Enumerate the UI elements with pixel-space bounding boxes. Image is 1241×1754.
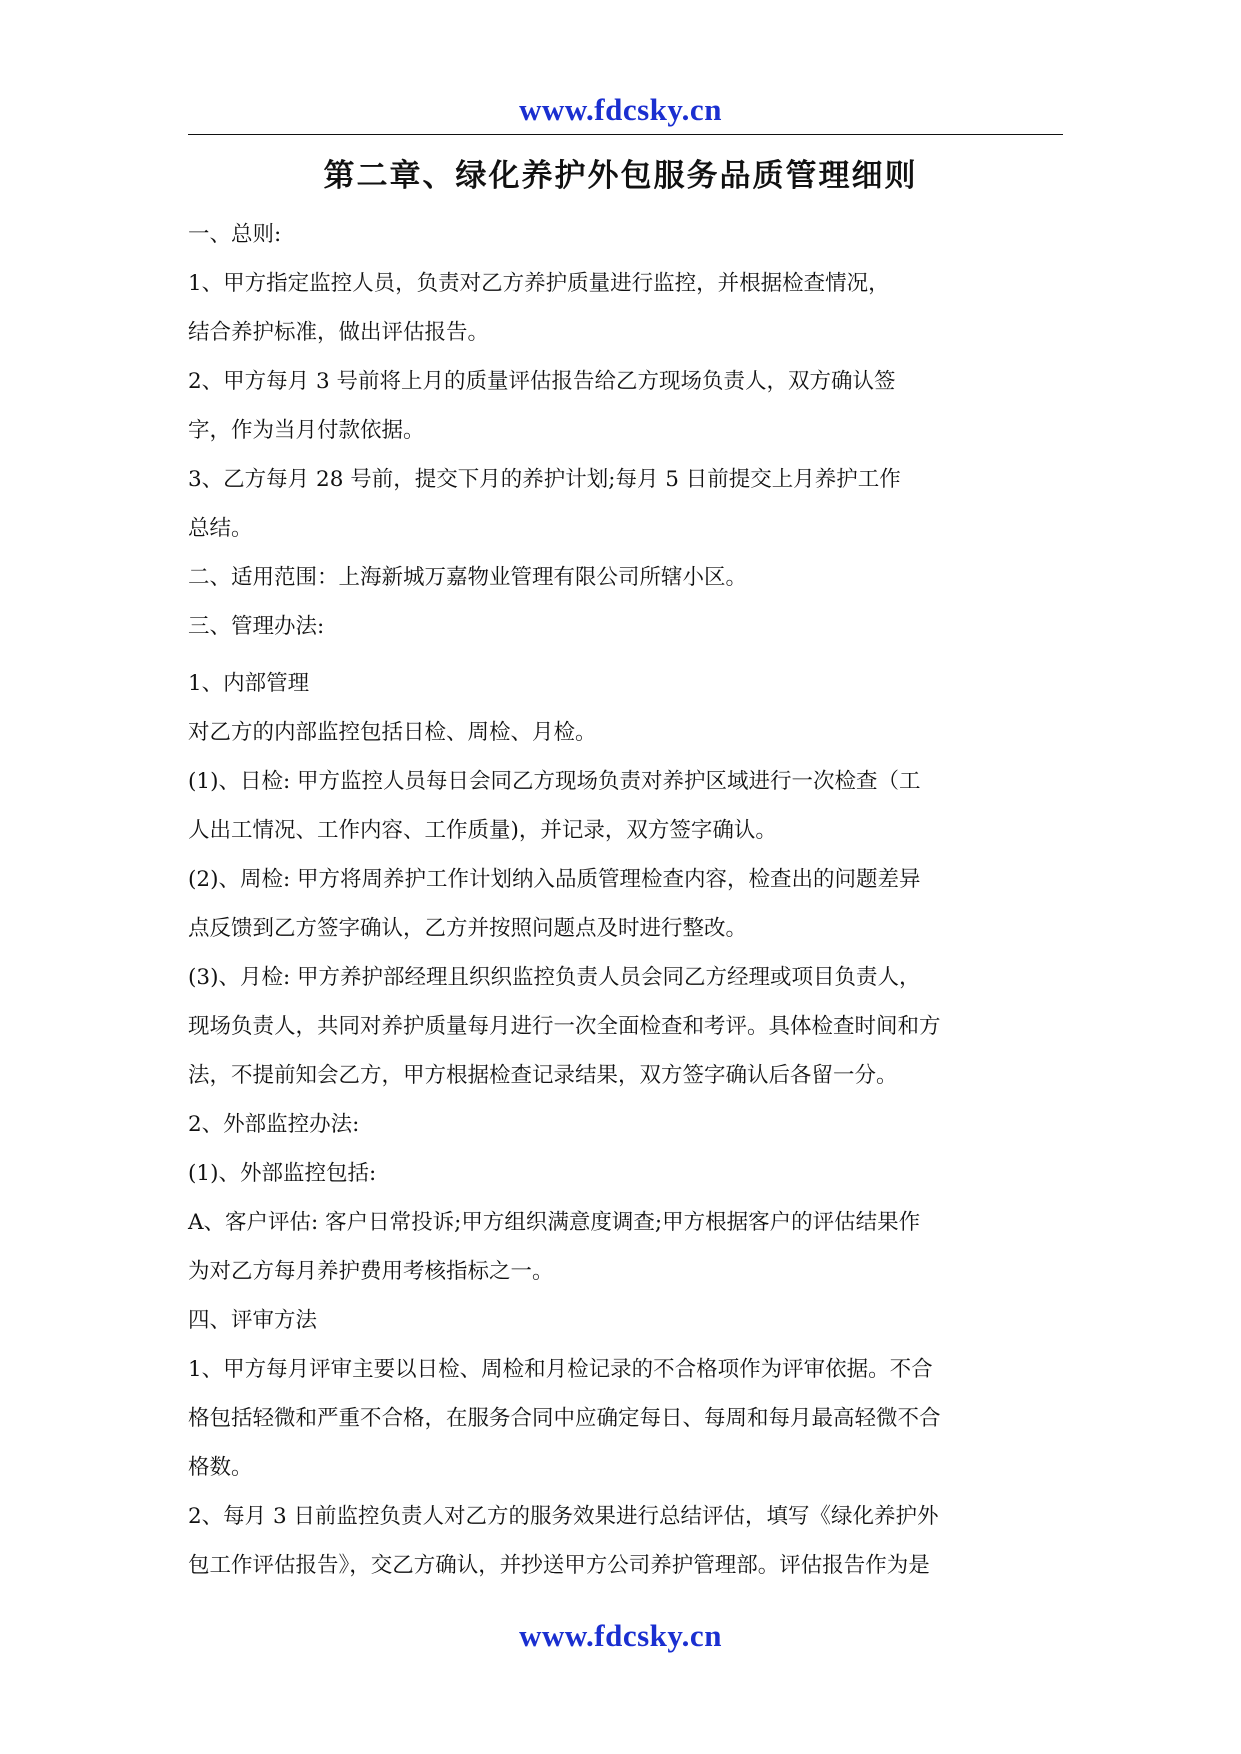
document-body	[188, 210, 1063, 1590]
paragraph-line: (2)、周检: 甲方将周养护工作计划纳入品质管理检查内容，检查出的问题差异	[188, 867, 921, 892]
paragraph-line: 人出工情况、工作内容、工作质量)，并记录，双方签字确认。	[188, 818, 777, 843]
paragraph-line: 字，作为当月付款依据。	[188, 418, 425, 443]
paragraph-line: (1)、外部监控包括:	[188, 1161, 377, 1186]
paragraph-line: A、客户评估: 客户日常投诉;甲方组织满意度调查;甲方根据客户的评估结果作	[188, 1210, 921, 1235]
paragraph-line: 格数。	[188, 1455, 253, 1480]
paragraph-line: 现场负责人，共同对养护质量每月进行一次全面检查和考评。具体检查时间和方	[188, 1014, 941, 1039]
paragraph-line: 对乙方的内部监控包括日检、周检、月检。	[188, 720, 597, 745]
paragraph-line: 1、甲方每月评审主要以日检、周检和月检记录的不合格项作为评审依据。不合	[188, 1357, 933, 1382]
paragraph-line: 结合养护标准，做出评估报告。	[188, 320, 490, 345]
paragraph-line: (1)、日检: 甲方监控人员每日会同乙方现场负责对养护区域进行一次检查（工	[188, 769, 921, 794]
section-heading-scope: 二、适用范围：上海新城万嘉物业管理有限公司所辖小区。	[188, 565, 748, 590]
subsection-heading-internal: 1、内部管理	[188, 671, 310, 696]
document-title: 第二章、绿化养护外包服务品质管理细则	[323, 158, 918, 194]
paragraph-line: 格包括轻微和严重不合格，在服务合同中应确定每日、每周和每月最高轻微不合	[188, 1406, 941, 1431]
section-heading-management: 三、管理办法:	[188, 614, 325, 639]
paragraph-line: 包工作评估报告》，交乙方确认，并抄送甲方公司养护管理部。评估报告作为是	[188, 1553, 930, 1578]
paragraph-line: 2、甲方每月 3 号前将上月的质量评估报告给乙方现场负责人，双方确认签	[188, 369, 896, 394]
subsection-heading-external: 2、外部监控办法:	[188, 1112, 360, 1137]
paragraph-line: (3)、月检: 甲方养护部经理且织织监控负责人员会同乙方经理或项目负责人，	[188, 965, 921, 990]
paragraph-line: 为对乙方每月养护费用考核指标之一。	[188, 1259, 554, 1284]
paragraph-line: 1、甲方指定监控人员，负责对乙方养护质量进行监控，并根据检查情况，	[188, 271, 890, 296]
paragraph-line: 法，不提前知会乙方，甲方根据检查记录结果，双方签字确认后各留一分。	[188, 1063, 898, 1088]
site-footer-url: www.fdcsky.cn	[519, 1618, 722, 1653]
paragraph-line: 总结。	[188, 516, 253, 541]
header-divider	[188, 134, 1063, 135]
section-heading-general: 一、总则:	[188, 222, 282, 247]
section-heading-review: 四、评审方法	[188, 1308, 318, 1333]
paragraph-line: 点反馈到乙方签字确认，乙方并按照问题点及时进行整改。	[188, 916, 748, 941]
paragraph-line: 3、乙方每月 28 号前，提交下月的养护计划;每月 5 日前提交上月养护工作	[188, 467, 901, 492]
site-header-url: www.fdcsky.cn	[519, 92, 722, 127]
paragraph-line: 2、每月 3 日前监控负责人对乙方的服务效果进行总结评估，填写《绿化养护外	[188, 1504, 939, 1529]
spacer	[188, 651, 1063, 659]
